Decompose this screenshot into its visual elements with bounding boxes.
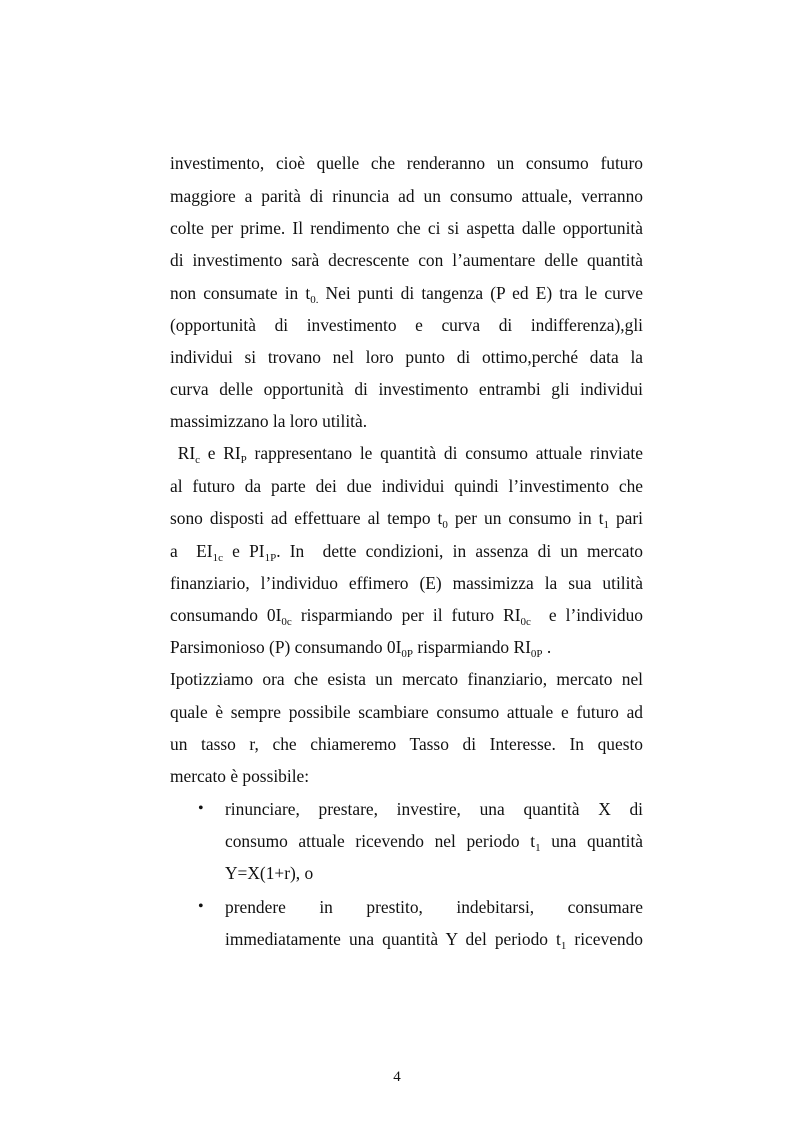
text-line: sono disposti ad effettuare al tempo $t_0$ per un consumo in $t_1$ pari <box>170 508 643 531</box>
text-line: a $EI_{1c}$ e $PI_{1P}$. In dette condizioni, in assenza di un mercato <box>170 541 643 564</box>
text-line: mercato è possibile: <box>170 766 310 786</box>
text-line: non consumate in $t_{0.}$ Nei punti di tangenza (P ed E) tra le curve <box>170 283 644 306</box>
text-line: al futuro da parte dei due individui quindi l’investimento che <box>170 476 643 496</box>
bullet-marker: • <box>198 800 204 817</box>
text-line: prendere in prestito, indebitarsi, consumare <box>225 897 643 917</box>
text-line: quale è sempre possibile scambiare consumo attuale e futuro ad <box>170 702 643 722</box>
text-line: un tasso r, che chiameremo Tasso di Interesse. In questo <box>170 734 643 754</box>
text-line: finanziario, l’individuo effimero (E) massimizza la sua utilità <box>170 573 643 593</box>
text-line: immediatamente una quantità Y del periodo $t_1$ ricevendo <box>225 929 643 952</box>
text-line: rinunciare, prestare, investire, una quantità X di <box>225 799 643 819</box>
text-line: maggiore a parità di rinuncia ad un consumo attuale, verranno <box>170 186 643 206</box>
bullet-marker: • <box>198 898 204 915</box>
text-line: $RI_c$ e $RI_P$ rappresentano le quantità di consumo attuale rinviate <box>170 443 643 466</box>
text-line: massimizzano la loro utilità. <box>170 411 368 431</box>
text-line: Y=X(1+r), o <box>225 863 314 883</box>
text-line: individui si trovano nel loro punto di ottimo,perché data la <box>170 347 643 367</box>
text-line: (opportunità di investimento e curva di indifferenza),gli <box>170 315 643 335</box>
text-line: Parsimonioso (P) consumando $0I_{0P}$ risparmiando $RI_{0P}$ . <box>170 637 552 660</box>
text-line: colte per prime. Il rendimento che ci si aspetta dalle opportunità <box>170 218 643 238</box>
text-line: consumando $0I_{0c}$ risparmiando per il futuro $RI_{0c}$ e l’individuo <box>170 605 643 628</box>
text-line: Ipotizziamo ora che esista un mercato finanziario, mercato nel <box>170 669 643 689</box>
text-line: investimento, cioè quelle che renderanno un consumo futuro <box>170 153 643 173</box>
text-line: consumo attuale ricevendo nel periodo $t_1$ una quantità <box>225 831 643 854</box>
text-line: curva delle opportunità di investimento entrambi gli individui <box>170 379 643 399</box>
text-line: di investimento sarà decrescente con l’aumentare delle quantità <box>170 250 643 270</box>
page-number: 4 <box>393 1069 401 1085</box>
